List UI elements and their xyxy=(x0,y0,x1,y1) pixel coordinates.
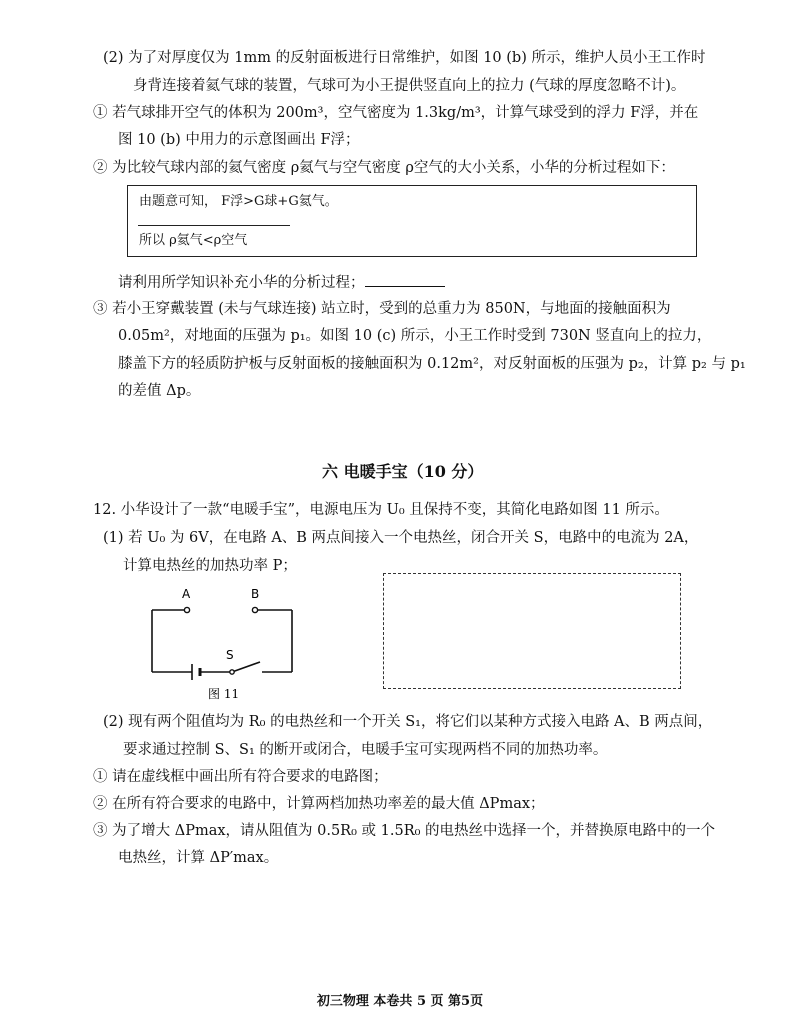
circuit-diagram-figure-11 xyxy=(140,580,340,710)
analysis-line-3: 所以 ρ氦气<ρ空气 xyxy=(139,233,248,248)
part-2-line-1: (2) 现有两个阻值均为 R₀ 的电热丝和一个开关 S₁，将它们以某种方式接入电路 A、B 两点间， xyxy=(103,714,713,730)
analysis-box xyxy=(127,185,697,257)
question-2-prompt-text: 请利用所学知识补充小华的分析过程； xyxy=(118,275,365,291)
switch-s-label: S xyxy=(226,648,234,662)
question-3-line-1: ③ 若小王穿戴装置 (未与气球连接) 站立时，受到的总重力为 850N，与地面的接触面积为 xyxy=(93,301,671,317)
question-3-line-3: 膝盖下方的轻质防护板与反射面板的接触面积为 0.12m²，对反射面板的压强为 p₂，计算 p₂ 与 p₁ xyxy=(118,356,746,372)
terminal-a-label: A xyxy=(182,587,191,601)
question-3-line-4: 的差值 Δp。 xyxy=(118,383,201,399)
sub-question-3-line-1: ③ 为了增大 ΔPmax，请从阻值为 0.5R₀ 或 1.5R₀ 的电热丝中选择一个，并替换原电路中的一个 xyxy=(93,823,716,839)
answer-dashed-box xyxy=(383,573,681,689)
answer-blank xyxy=(365,272,445,287)
page-footer: 初三物理 本卷共 5 页 第5页 xyxy=(316,994,484,1009)
analysis-line-1: 由题意可知， F浮>G球+G氦气。 xyxy=(139,194,338,209)
terminal-b-label: B xyxy=(251,587,260,601)
section-6-title: 六 电暖手宝（10 分） xyxy=(322,462,484,481)
question-2-line-1: ② 为比较气球内部的氦气密度 ρ氦气与空气密度 ρ空气的大小关系，小华的分析过程如下： xyxy=(93,160,675,176)
intro-line-1: (2) 为了对厚度仅为 1mm 的反射面板进行日常维护，如图 10 (b) 所示，维护人员小王工作时 xyxy=(103,50,706,66)
part-2-line-2: 要求通过控制 S、S₁ 的断开或闭合，电暖手宝可实现两档不同的加热功率。 xyxy=(123,742,608,758)
analysis-blank-line xyxy=(138,225,290,226)
sub-question-1: ① 请在虚线框中画出所有符合要求的电路图； xyxy=(93,769,388,785)
part-1-line-1: (1) 若 U₀ 为 6V，在电路 A、B 两点间接入一个电热丝，闭合开关 S，电路中的电流为 2A， xyxy=(103,530,699,546)
sub-question-2: ② 在所有符合要求的电路中，计算两档加热功率差的最大值 ΔPmax； xyxy=(93,796,545,812)
intro-line-2: 身背连接着氦气球的装置，气球可为小王提供竖直向上的拉力 (气球的厚度忽略不计)。 xyxy=(133,78,686,94)
figure-11-caption: 图 11 xyxy=(208,687,240,701)
question-2-prompt xyxy=(118,272,445,293)
question-3-line-2: 0.05m²，对地面的压强为 p₁。如图 10 (c) 所示，小王工作时受到 730N 竖直向上的拉力， xyxy=(118,328,712,344)
sub-question-3-line-2: 电热丝，计算 ΔP′max。 xyxy=(118,850,279,866)
part-1-line-2: 计算电热丝的加热功率 P； xyxy=(123,558,297,574)
question-1-line-1: ① 若气球排开空气的体积为 200m³，空气密度为 1.3kg/m³，计算气球受到的浮力 F浮，并在 xyxy=(93,105,699,121)
question-1-line-2: 图 10 (b) 中用力的示意图画出 F浮； xyxy=(118,132,360,148)
question-12-intro: 12. 小华设计了一款“电暖手宝”，电源电压为 U₀ 且保持不变，其简化电路如图 11 所示。 xyxy=(93,502,669,518)
